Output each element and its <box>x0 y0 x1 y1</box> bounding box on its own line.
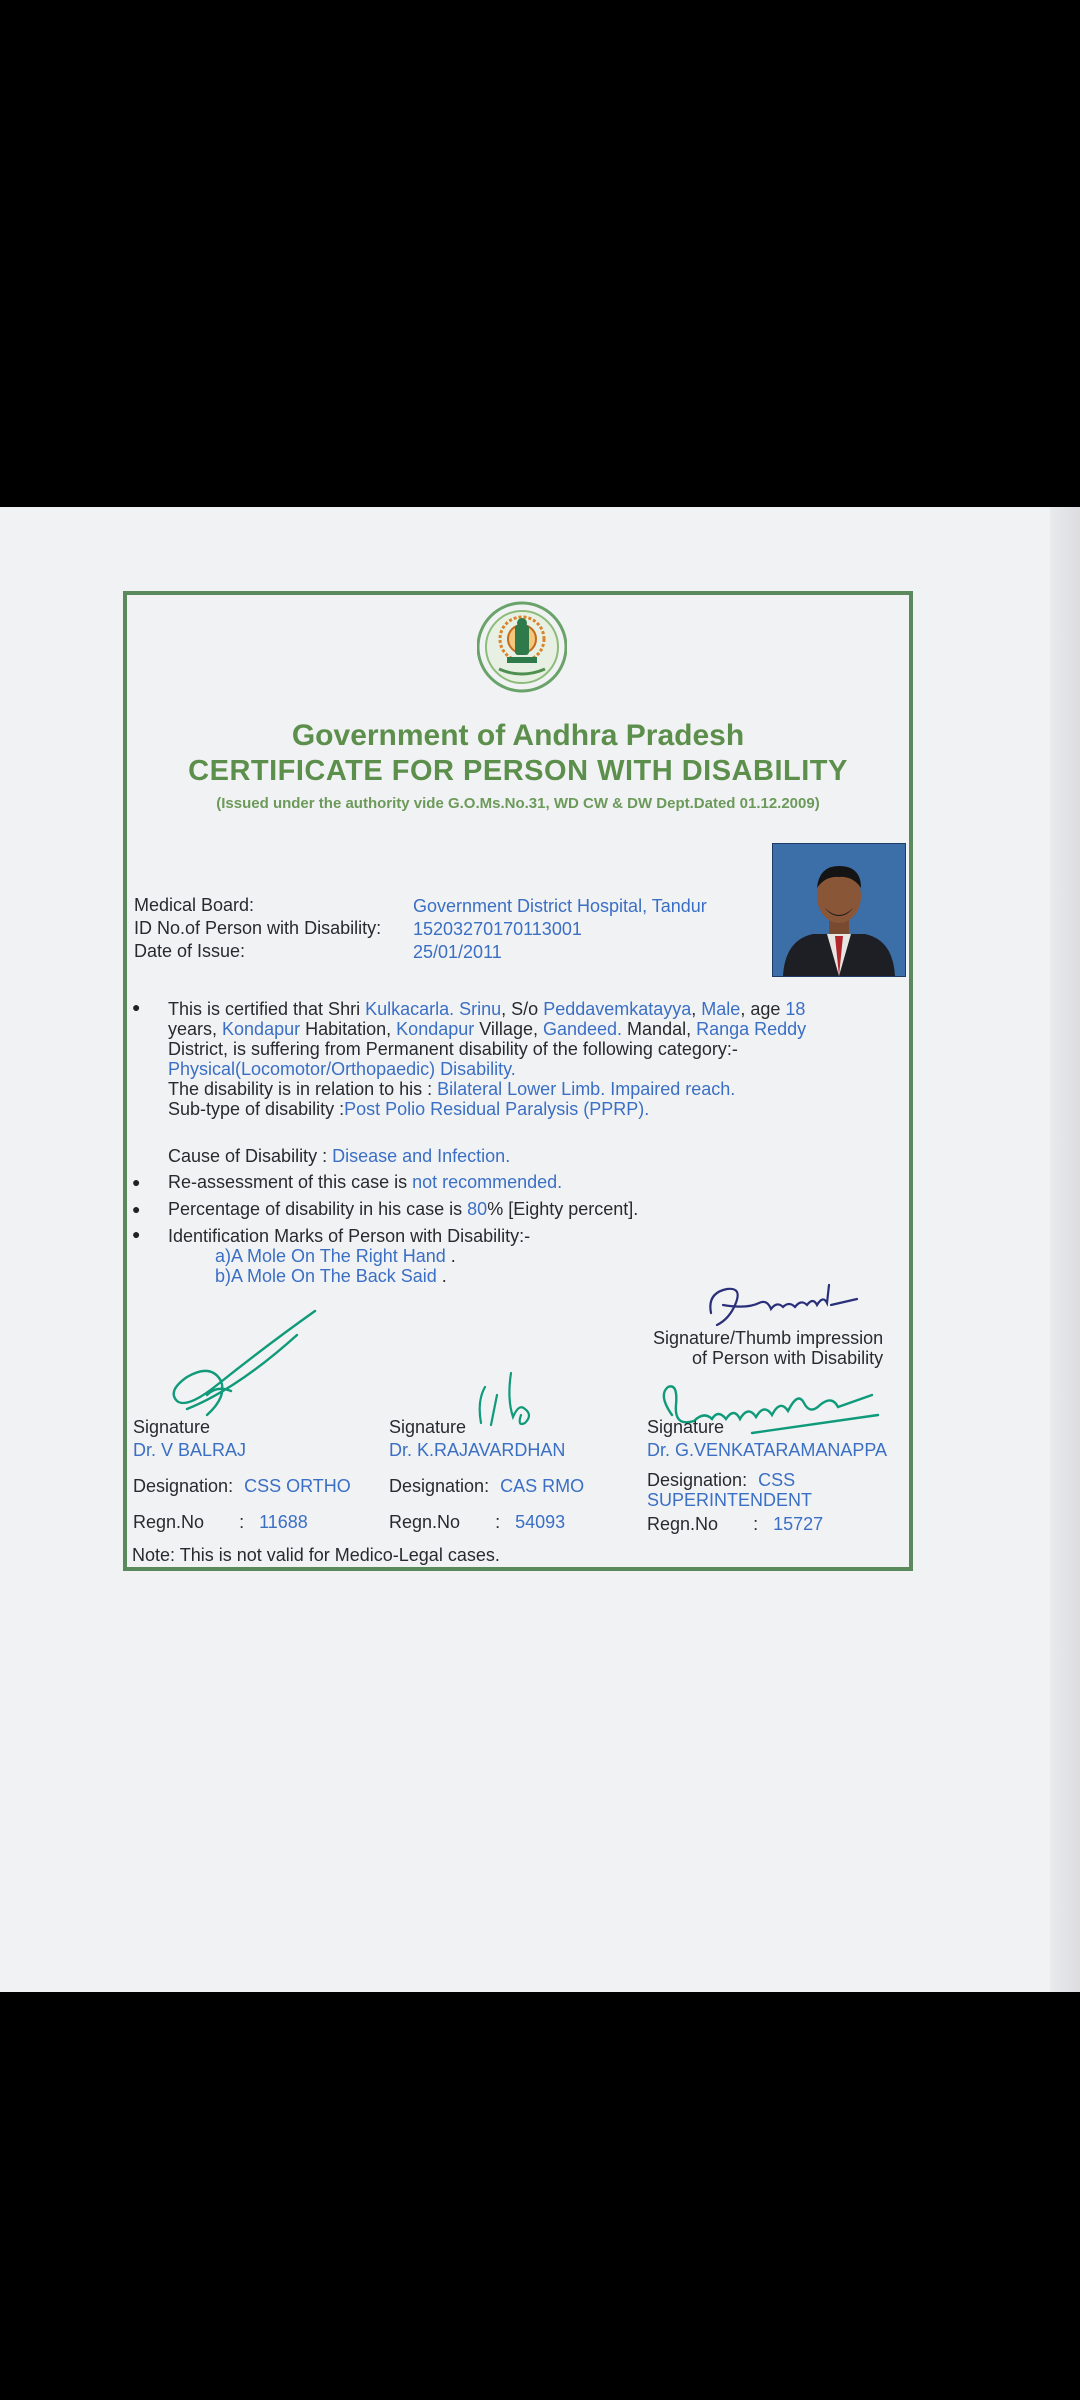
text-fragment: Habitation, <box>300 1019 397 1039</box>
cause-value: Disease and Infection. <box>332 1146 511 1166</box>
designation-label: Designation: <box>133 1476 234 1496</box>
relation-value: Bilateral Lower Limb. Impaired reach. <box>437 1079 736 1099</box>
signatory-superintendent <box>647 1417 887 1534</box>
regn-colon: : <box>753 1514 759 1534</box>
person-photo <box>772 843 906 977</box>
text-fragment: . <box>436 1266 447 1286</box>
father-name: Peddavemkatayya <box>543 999 692 1019</box>
signature-label: Signature <box>389 1417 467 1437</box>
cause-label: Cause of Disability : <box>168 1146 333 1166</box>
text-fragment: Village, <box>474 1019 543 1039</box>
regn-colon: : <box>239 1512 245 1532</box>
designation-value-2: SUPERINTENDENT <box>647 1490 813 1510</box>
medical-board-value: Government District Hospital, Tandur <box>413 896 707 916</box>
signature-label: Signature <box>647 1417 725 1437</box>
mark-b: b)A Mole On The Back Said <box>215 1266 437 1286</box>
text-fragment: , <box>691 999 702 1019</box>
text-fragment: , S/o <box>501 999 544 1019</box>
reassessment-label: Re-assessment of this case is <box>168 1172 413 1192</box>
percentage-label: Percentage of disability in his case is <box>168 1199 468 1219</box>
habitation-value: Kondapur <box>222 1019 301 1039</box>
designation-value: CSS ORTHO <box>244 1476 351 1496</box>
regn-value: 54093 <box>515 1512 566 1532</box>
signatory-name: Dr. K.RAJAVARDHAN <box>389 1440 566 1460</box>
bullet-icon: ● <box>132 1226 141 1242</box>
signatory-name: Dr. G.VENKATARAMANAPPA <box>647 1440 888 1460</box>
certificate-title: CERTIFICATE FOR PERSON WITH DISABILITY <box>188 755 848 787</box>
text-fragment: . <box>445 1246 456 1266</box>
mark-a: a)A Mole On The Right Hand <box>215 1246 446 1266</box>
signature-label: Signature <box>133 1417 211 1437</box>
percentage-suffix: % [Eighty percent]. <box>487 1199 639 1219</box>
doctor-1-handwritten-signature <box>147 1305 327 1435</box>
person-signature-caption: Signature/Thumb impression <box>653 1328 884 1348</box>
government-title: Government of Andhra Pradesh <box>291 719 745 752</box>
district-line: District, is suffering from Permanent disability of the following category:- <box>168 1039 738 1059</box>
regn-value: 15727 <box>773 1514 824 1534</box>
date-of-issue-value: 25/01/2011 <box>413 942 502 962</box>
subtype-label: Sub-type of disability : <box>168 1099 345 1119</box>
andhra-pradesh-emblem-icon <box>477 599 567 695</box>
medico-legal-note: Note: This is not valid for Medico-Legal cases. <box>132 1545 500 1565</box>
designation-value: CSS <box>758 1470 796 1490</box>
designation-value: CAS RMO <box>500 1476 585 1496</box>
person-name: Kulkacarla. Srinu <box>365 999 502 1019</box>
text-fragment: This is certified that Shri <box>168 999 366 1019</box>
regn-label: Regn.No <box>133 1512 205 1532</box>
signatory-ortho <box>133 1417 351 1532</box>
relation-label: The disability is in relation to his : <box>168 1079 438 1099</box>
reassessment-line <box>132 1172 563 1192</box>
bullet-icon: ● <box>132 1201 141 1217</box>
age-value: 18 <box>785 999 806 1019</box>
regn-colon: : <box>495 1512 501 1532</box>
cause-line <box>168 1146 510 1166</box>
percentage-line <box>132 1199 639 1219</box>
text-fragment: Mandal, <box>622 1019 697 1039</box>
reassessment-value: not recommended. <box>412 1172 563 1192</box>
bullet-icon: ● <box>132 999 141 1015</box>
village-value: Kondapur <box>396 1019 475 1039</box>
regn-label: Regn.No <box>389 1512 461 1532</box>
person-signature-caption-2: of Person with Disability <box>692 1348 884 1368</box>
authority-subtitle: (Issued under the authority vide G.O.Ms.No.31, WD CW & DW Dept.Dated 01.12.2009) <box>216 795 820 812</box>
regn-value: 11688 <box>259 1512 308 1532</box>
percentage-value: 80 <box>467 1199 488 1219</box>
disability-id-value: 15203270170113001 <box>413 919 582 939</box>
subtype-value: Post Polio Residual Paralysis (PPRP). <box>344 1099 650 1119</box>
disability-category: Physical(Locomotor/Orthopaedic) Disability. <box>168 1059 516 1079</box>
gender-value: Male <box>701 999 741 1019</box>
person-portrait-icon <box>773 844 905 976</box>
designation-label: Designation: <box>389 1476 490 1496</box>
regn-label: Regn.No <box>647 1514 719 1534</box>
certificate-border <box>123 591 913 1571</box>
district-value: Ranga Reddy <box>696 1019 807 1039</box>
identification-label: Identification Marks of Person with Disability:- <box>168 1226 531 1246</box>
disability-id-label: ID No.of Person with Disability: <box>134 918 382 938</box>
bullet-icon: ● <box>132 1174 141 1190</box>
date-of-issue-label: Date of Issue: <box>134 941 246 961</box>
person-handwritten-signature <box>697 1275 867 1335</box>
paper-edge-shadow <box>1050 507 1080 1992</box>
text-fragment: , age <box>740 999 786 1019</box>
signatory-rmo <box>389 1417 584 1532</box>
certificate-paper <box>0 507 1080 1992</box>
identification-marks <box>132 1226 531 1286</box>
certification-paragraph <box>132 999 807 1119</box>
mandal-value: Gandeed. <box>542 1019 623 1039</box>
designation-label: Designation: <box>647 1470 748 1490</box>
signatory-name: Dr. V BALRAJ <box>133 1440 247 1460</box>
text-fragment: years, <box>168 1019 223 1039</box>
medical-board-label: Medical Board: <box>134 895 255 915</box>
